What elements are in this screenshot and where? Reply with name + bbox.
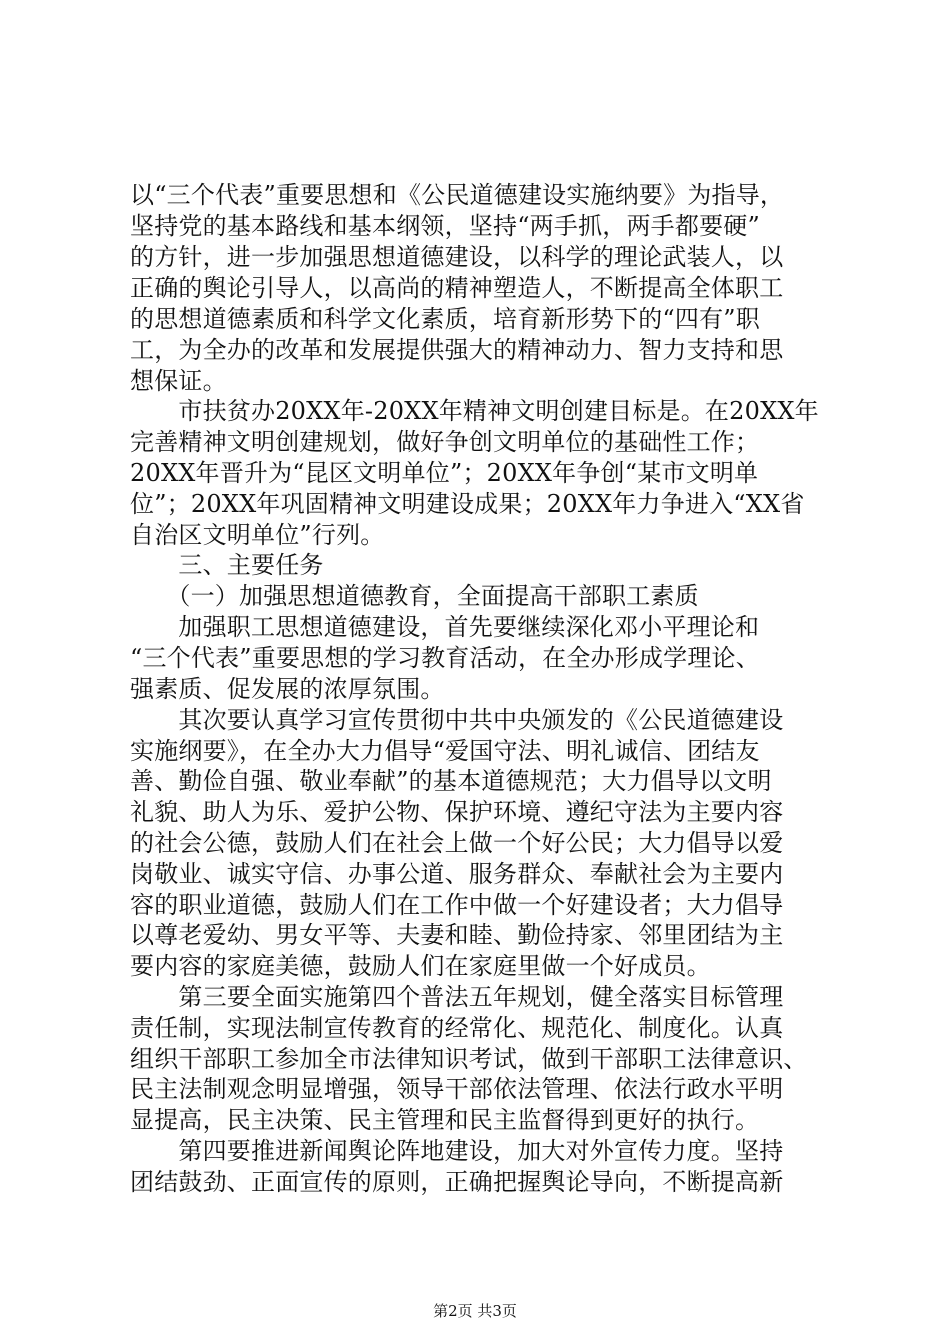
body-text-line: 强素质、促发展的浓厚氛围。 bbox=[130, 675, 445, 703]
body-text-line: 团结鼓劲、正面宣传的原则，正确把握舆论导向，不断提高新 bbox=[130, 1168, 784, 1196]
body-text-line: 要内容的家庭美德，鼓励人们在家庭里做一个好成员。 bbox=[130, 952, 711, 980]
body-text-line: 20XX年晋升为“昆区文明单位”；20XX年争创“某市文明单 bbox=[130, 459, 759, 487]
body-text-line: 工，为全办的改革和发展提供强大的精神动力、智力支持和思 bbox=[130, 336, 784, 364]
body-text-line: 实施纲要》，在全办大力倡导“爱国守法、明礼诚信、团结友 bbox=[130, 737, 760, 765]
body-text-line: 民主法制观念明显增强，领导干部依法管理、依法行政水平明 bbox=[130, 1075, 784, 1103]
body-text-line: 第四要推进新闻舆论阵地建设，加大对外宣传力度。坚持 bbox=[130, 1137, 784, 1165]
body-text-line: 显提高，民主决策、民主管理和民主监督得到更好的执行。 bbox=[130, 1106, 760, 1134]
body-text-line: 自治区文明单位”行列。 bbox=[130, 521, 385, 549]
section-heading: 三、主要任务 bbox=[130, 551, 324, 579]
body-text-line: 的社会公德，鼓励人们在社会上做一个好公民；大力倡导以爱 bbox=[130, 829, 784, 857]
subsection-heading: （一）加强思想道德教育，全面提高干部职工素质 bbox=[130, 582, 699, 610]
body-text-line: 加强职工思想道德建设，首先要继续深化邓小平理论和 bbox=[130, 613, 760, 641]
body-text-line: 位”；20XX年巩固精神文明建设成果；20XX年力争进入“XX省 bbox=[130, 490, 805, 518]
body-text-line: 其次要认真学习宣传贯彻中共中央颁发的《公民道德建设 bbox=[130, 706, 784, 734]
body-text-line: 的方针，进一步加强思想道德建设，以科学的理论武装人，以 bbox=[130, 243, 784, 271]
body-text-line: 第三要全面实施第四个普法五年规划，健全落实目标管理 bbox=[130, 983, 784, 1011]
body-text-line: 以尊老爱幼、男女平等、夫妻和睦、勤俭持家、邻里团结为主 bbox=[130, 921, 784, 949]
body-text-line: 市扶贫办20XX年-20XX年精神文明创建目标是。在20XX年 bbox=[130, 397, 819, 425]
body-text-line: 完善精神文明创建规划，做好争创文明单位的基础性工作； bbox=[130, 428, 760, 456]
body-text-line: 想保证。 bbox=[130, 367, 227, 395]
page-number-footer: 第2页 共3页 bbox=[433, 1302, 517, 1320]
body-text-line: 的思想道德素质和科学文化素质，培育新形势下的“四有”职 bbox=[130, 305, 760, 333]
body-text-line: 组织干部职工参加全市法律知识考试，做到干部职工法律意识、 bbox=[130, 1045, 808, 1073]
body-text-line: 礼貌、助人为乐、爱护公物、保护环境、遵纪守法为主要内容 bbox=[130, 798, 784, 826]
body-text-line: 坚持党的基本路线和基本纲领，坚持“两手抓，两手都要硬” bbox=[130, 212, 760, 240]
body-text-line: 善、勤俭自强、敬业奉献”的基本道德规范；大力倡导以文明 bbox=[130, 767, 772, 795]
body-text-line: 容的职业道德，鼓励人们在工作中做一个好建设者；大力倡导 bbox=[130, 891, 784, 919]
body-text-line: 以“三个代表”重要思想和《公民道德建设实施纳要》为指导， bbox=[130, 181, 785, 209]
body-text-line: 责任制，实现法制宣传教育的经常化、规范化、制度化。认真 bbox=[130, 1014, 784, 1042]
body-text-line: “三个代表”重要思想的学习教育活动，在全办形成学理论、 bbox=[130, 644, 760, 672]
body-text-line: 岗敬业、诚实守信、办事公道、服务群众、奉献社会为主要内 bbox=[130, 860, 784, 888]
body-text-line: 正确的舆论引导人，以高尚的精神塑造人，不断提高全体职工 bbox=[130, 274, 784, 302]
